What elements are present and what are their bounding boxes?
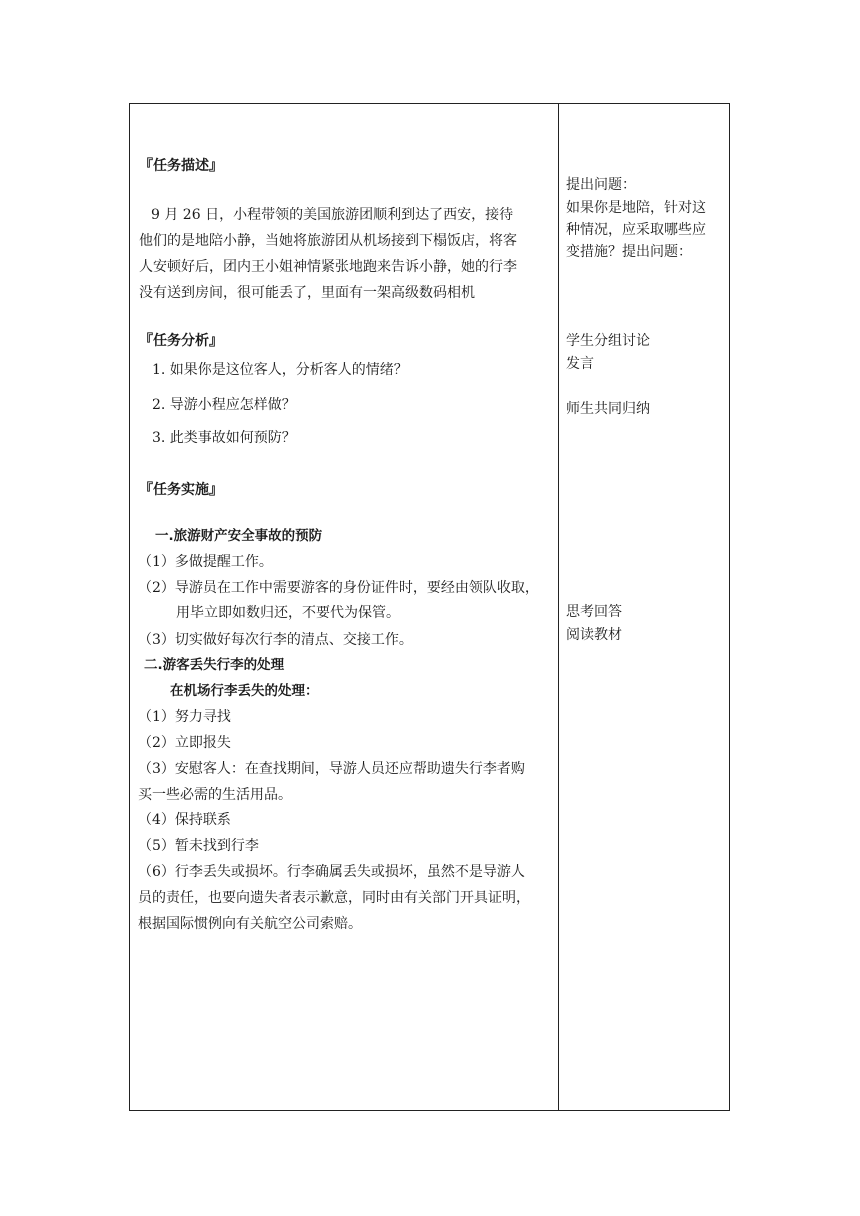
section-title: 二.游客丢失行李的处理 bbox=[144, 657, 285, 673]
list-item: 用毕立即如数归还，不要代为保管。 bbox=[176, 605, 400, 621]
note-line: 种情况，应采取哪些应 bbox=[566, 222, 706, 238]
list-item: （6）行李丢失或损坏。行李确属丢失或损坏，虽然不是导游人 bbox=[138, 864, 525, 880]
list-item: （5）暂未找到行李 bbox=[138, 838, 259, 854]
question-item: 1. 如果你是这位客人，分析客人的情绪？ bbox=[152, 362, 408, 378]
list-item: 根据国际惯例向有关航空公司索赔。 bbox=[138, 916, 362, 932]
note-line: 学生分组讨论 bbox=[566, 333, 650, 349]
question-item: 3. 此类事故如何预防？ bbox=[152, 430, 296, 446]
note-line: 阅读教材 bbox=[566, 627, 622, 643]
list-item: （1）多做提醒工作。 bbox=[138, 554, 273, 570]
question-item: 2. 导游小程应怎样做？ bbox=[152, 397, 296, 413]
section-subtitle: 在机场行李丢失的处理： bbox=[170, 683, 319, 699]
note-line: 如果你是地陪，针对这 bbox=[566, 200, 706, 216]
column-divider bbox=[558, 104, 559, 1110]
note-line: 变措施？提出问题： bbox=[566, 244, 692, 260]
list-item: （2）导游员在工作中需要游客的身份证件时，要经由领队收取， bbox=[138, 580, 539, 596]
note-line: 发言 bbox=[566, 356, 594, 372]
paragraph-line: 9 月 26 日，小程带领的美国旅游团顺利到达了西安，接待 bbox=[151, 207, 514, 223]
task-implementation-heading: 『任务实施』 bbox=[139, 482, 223, 498]
section-title: 一.旅游财产安全事故的预防 bbox=[155, 528, 323, 544]
paragraph-line: 他们的是地陪小静，当她将旅游团从机场接到下榻饭店，将客 bbox=[139, 233, 517, 249]
task-description-heading: 『任务描述』 bbox=[139, 158, 223, 174]
list-item: （2）立即报失 bbox=[138, 735, 231, 751]
note-line: 思考回答 bbox=[566, 604, 622, 620]
paragraph-line: 没有送到房间，很可能丢了，里面有一架高级数码相机 bbox=[139, 285, 475, 301]
note-line: 师生共同归纳 bbox=[566, 401, 650, 417]
list-item: （3）安慰客人：在查找期间，导游人员还应帮助遗失行李者购 bbox=[138, 761, 525, 777]
list-item: （1）努力寻找 bbox=[138, 709, 231, 725]
task-analysis-heading: 『任务分析』 bbox=[139, 333, 223, 349]
list-item: 员的责任，也要向遗失者表示歉意，同时由有关部门开具证明， bbox=[138, 890, 530, 906]
list-item: （4）保持联系 bbox=[138, 812, 231, 828]
list-item: 买一些必需的生活用品。 bbox=[138, 787, 292, 803]
task-description-paragraph bbox=[139, 202, 517, 306]
list-item: （3）切实做好每次行李的清点、交接工作。 bbox=[138, 632, 413, 648]
note-line: 提出问题： bbox=[566, 177, 636, 193]
paragraph-line: 人安顿好后，团内王小姐神情紧张地跑来告诉小静，她的行李 bbox=[139, 259, 517, 275]
